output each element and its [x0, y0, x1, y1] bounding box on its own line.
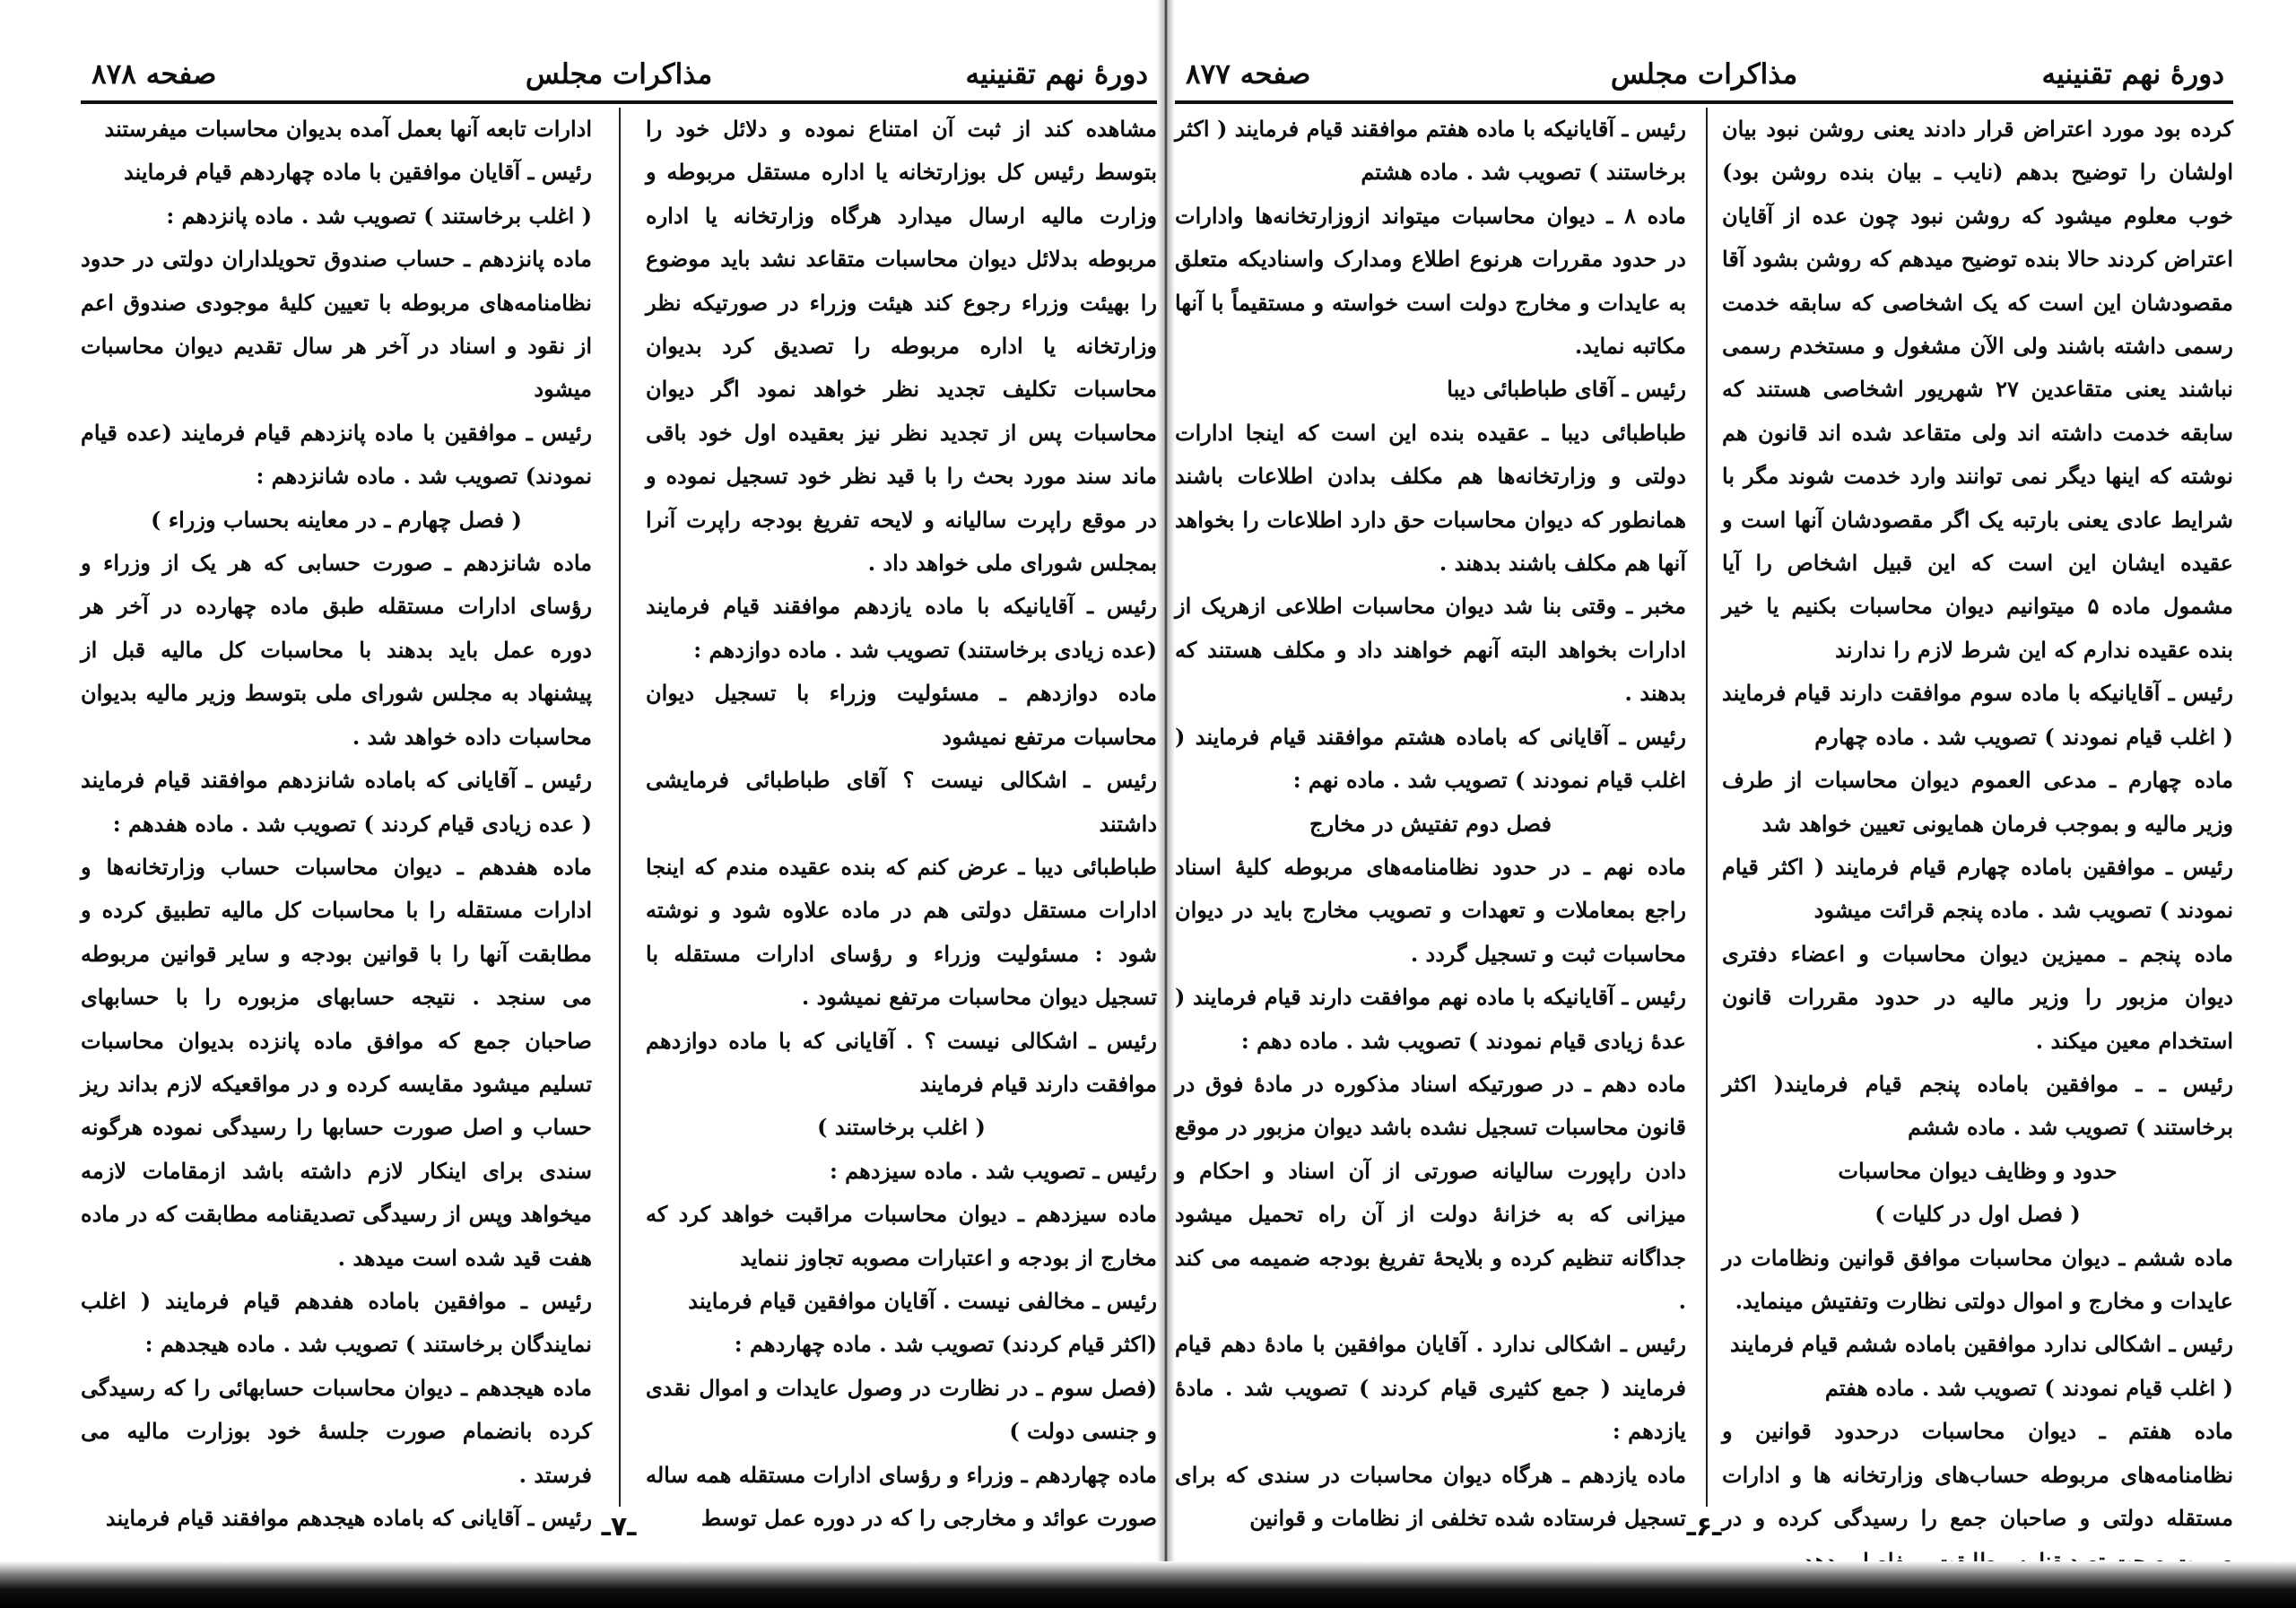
paragraph: ماده هفتم ـ دیوان محاسبات درحدود قوانین و نظامنامه‌های مربوطه حساب‌های وزارتخانه ها و ادارات مستقله دولتی و صاحبان جمع را رسیدگی کرده و در — [1722, 1418, 2233, 1531]
left-page — [81, 0, 1157, 1560]
column-divider — [619, 108, 621, 1507]
paragraph: مخبر ـ وقتی بنا شد دیوان محاسبات اطلاعی ازهریک از ادارات بخواهد البته آنهم خواهند داد و مکلف هستند که بدهند . — [1175, 593, 1686, 707]
paragraph: رئیس ـ مخالفی نیست . آقایان موافقین قیام فرمایند — [688, 1287, 1157, 1314]
header-title: مذاکرات مجلس — [525, 58, 713, 91]
paragraph: رئیس ـ آقایانیکه با ماده سوم موافقت دارند قیام فرمایند ( اغلب قیام نمودند ) تصویب شد . ماده چهارم — [1722, 680, 2233, 750]
paragraph: ماده ۸ ـ دیوان محاسبات میتواند ازوزارتخانه‌ها وادارات در حدود مقررات هرنوع اطلاع ومدارک واسنادیکه متعلق به عایدات و مخارج دولت است خواسته و مستقیماً با آنها مکاتبه نماید. — [1175, 202, 1686, 360]
paragraph: رئیس ـ موافقین باماده هفدهم قیام فرمایند ( اغلب نمایندگان برخاستند ) تصویب شد . ماده هیجدهم : — [81, 1287, 592, 1358]
header-title: مذاکرات مجلس — [1610, 58, 1798, 91]
page-header — [1175, 52, 2233, 97]
book-spine — [1157, 0, 1175, 1608]
paragraph: ماده سیزدهم ـ دیوان محاسبات مراقبت خواهد کرد که مخارج از بودجه و اعتبارات مصوبه تجاوز ننماید — [646, 1201, 1157, 1271]
paragraph: رئیس ـ آقایانیکه با ماده هفتم موافقند قیام فرمایند ( اکثر برخاستند ) تصویب شد . ماده هشتم — [1175, 116, 1686, 186]
header-rule — [1175, 100, 2233, 104]
paragraph: ماده شانزدهم ـ صورت حسابی که هر یک از وزراء و رؤسای ادارات مستقله طبق ماده چهارده در آخر هر دوره عمل باید بدهند با محاسبات کل مالیه قبل از پیشنهاد به مجلس شورای ملی بتوسط وزیر مالیه بدیوان محاسبات داده خواهد شد . — [81, 550, 592, 750]
paragraph: رئیس ـ موافقین با ماده پانزدهم قیام فرمایند (عده قیام نمودند) تصویب شد . ماده شانزدهم : — [81, 419, 592, 490]
section-heading: ( اغلب برخاستند ) — [817, 1114, 986, 1141]
page-number: ـ۷ـ — [601, 1511, 637, 1543]
text-column-left — [1175, 108, 1686, 1540]
paragraph: ماده هیجدهم ـ دیوان محاسبات حسابهائی را که رسیدگی کرده بانضمام صورت جلسهٔ خود بوزارت مالیه می فرستد . — [81, 1374, 592, 1488]
section-heading: ( فصل اول در کلیات ) — [1874, 1201, 2081, 1228]
paragraph: رئیس ـ آقایانی که باماده هیجدهم موافقند قیام فرمایند — [105, 1505, 592, 1531]
paragraph: ماده ششم ـ دیوان محاسبات موافق قوانین ونظامات در عایدات و مخارج و اموال دولتی نظارت وتفتیش مینماید. — [1722, 1244, 2233, 1314]
paragraph: (اکثر قیام کردند) تصویب شد . ماده چهاردهم : — [734, 1331, 1157, 1358]
section-heading: ( فصل چهارم ـ در معاینه بحساب وزراء ) — [151, 506, 522, 533]
paragraph: رئیس ـ موافقین باماده چهارم قیام فرمایند ( اکثر قیام نمودند ) تصویب شد . ماده پنجم قرائت میشود — [1722, 853, 2233, 924]
page-label: صفحه ۸۷۸ — [91, 58, 217, 91]
text-column-left — [81, 108, 592, 1540]
header-rule — [81, 100, 1157, 104]
paragraph: ماده نهم ـ در حدود نظامنامه‌های مربوطه کلیهٔ اسناد راجع بمعاملات و تعهدات و تصویب مخارج باید در دیوان محاسبات ثبت و تسجیل گردد . — [1175, 853, 1686, 967]
paragraph: رئیس ـ ـ موافقین باماده پنجم قیام فرمایند( اکثر برخاستند ) تصویب شد . ماده ششم — [1722, 1070, 2233, 1141]
paragraph: ماده یازدهم ـ هرگاه دیوان محاسبات در سندی که برای تسجیل فرستاده شده تخلفی از نظامات و قوانین — [1175, 1461, 1686, 1531]
paragraph: رئیس ـ آقایانیکه با ماده یازدهم موافقند قیام فرمایند (عده زیادی برخاستند) تصویب شد . ماده دوازدهم : — [646, 593, 1157, 663]
page-header — [81, 52, 1157, 97]
paragraph: طباطبائی دیبا ـ عقیده بنده این است که اینجا ادارات دولتی و وزارتخانه‌ها هم مکلف بدادن اطلاعات باشند همانطور که دیوان محاسبات حق دارد اطلاعات را بخواهد آنها هم مکلف باشند بدهند . — [1175, 419, 1686, 577]
paragraph: رئیس ـ اشکالی ندارد موافقین باماده ششم قیام فرمایند — [1729, 1331, 2233, 1358]
page-number: ـ۶ـ — [1686, 1511, 1722, 1543]
paragraph: ماده هفدهم ـ دیوان محاسبات حساب وزارتخانه‌ها و ادارات مستقله را با محاسبات کل مالیه تطبیق کرده و مطابقت آنها را با قوانین بودجه و سایر قوانین مربوطه می سنجد . نتیجه حسابهای مزبوره را با حسابهای صاحبان جمع که موافق ماده پانزده بدیوان محاسبات تسلیم میشود مقایسه کرده و در مواقعیکه لازم بداند ریز حساب و اصل صورت حسابها را رسیدگی نموده هرگونه سندی برای اینکار لازم داشته باشد ازمقامات لازمه میخواهد وپس از رسیدگی تصدیقنامه مطابقت که در ماده هفت قید شده است میدهد . — [81, 853, 592, 1271]
session-label: دورهٔ نهم تقنینیه — [2041, 58, 2224, 91]
section-heading: حدود و وظایف دیوان محاسبات — [1838, 1157, 2118, 1184]
paragraph: رئیس ـ آقایانی که باماده هشتم موافقند قیام فرمایند ( اغلب قیام نمودند ) تصویب شد . ماده نهم : — [1175, 723, 1686, 794]
text-column-right — [1722, 108, 2233, 1584]
paragraph: رئیس ـ آقایان موافقین با ماده چهاردهم قیام فرمایند — [124, 159, 592, 186]
column-divider — [1706, 108, 1708, 1507]
paragraph: طباطبائی دیبا ـ عرض کنم که بنده عقیده مندم که اینجا ادارات مستقل دولتی هم در ماده علاوه شود و نوشته شود : مسئولیت وزراء و رؤسای ادارات مستقله با تسجیل دیوان محاسبات مرتفع نمیشود . — [646, 853, 1157, 1011]
paragraph: ماده چهاردهم ـ وزراء و رؤسای ادارات مستقله همه ساله صورت عوائد و مخارجی را که در دوره عمل توسط — [646, 1461, 1157, 1531]
paragraph: رئیس ـ آقایانی که باماده شانزدهم موافقند قیام فرمایند ( عده زیادی قیام کردند ) تصویب شد . ماده هفدهم : — [81, 767, 592, 837]
paragraph: رئیس ـ اشکالی ندارد . آقایان موافقین با مادهٔ دهم قیام فرمایند ( جمع کثیری قیام کردند ) تصویب شد . مادهٔ یازدهم : — [1175, 1331, 1686, 1445]
right-page — [1175, 0, 2233, 1560]
section-heading: فصل دوم تفتیش در مخارج — [1309, 810, 1552, 837]
paragraph: ادارات تابعه آنها بعمل آمده بدیوان محاسبات میفرستند — [104, 116, 592, 142]
paragraph: رئیس ـ تصویب شد . ماده سیزدهم : — [829, 1157, 1157, 1184]
page-label: صفحه ۸۷۷ — [1186, 58, 1311, 91]
paragraph: کرده بود مورد اعتراض قرار دادند یعنی روشن نبود بیان اولشان را توضیح بدهم (نایب ـ بیان بنده روشن بود) خوب معلوم میشود که روشن نبود چون عده از آقایان اعتراض کردند حالا بنده توضیح میدهم که روشن بشود آقا مقصودشان این است که یک اشخاصی که سابقه خدمت رسمی داشته باشند ولی الآن مشغول و مستخدم رسمی نباشند یعنی متقاعدین ۲۷ شهریور اشخاصی هستند که سابقه خدمت داشته اند ولی متقاعد شده اند قانون هم نوشته که اینها دیگر نمی توانند وارد خدمت شوند مگر با شرایط عادی یعنی بارتبه یک اگر مقصودشان آنها است و عقیده ایشان این است که این قبیل اشخاص را آیا مشمول ماده ۵ میتوانیم دیوان محاسبات بکنیم یا خیر بنده عقیده ندارم که این شرط لازم را ندارند — [1722, 116, 2233, 663]
paragraph: رئیس ـ آقای طباطبائی دیبا — [1447, 376, 1686, 403]
paragraph: ماده دوازدهم ـ مسئولیت وزراء با تسجیل دیوان محاسبات مرتفع نمیشود — [646, 680, 1157, 750]
session-label: دورهٔ نهم تقنینیه — [965, 58, 1148, 91]
paragraph: ماده چهارم ـ مدعی العموم دیوان محاسبات از طرف وزیر مالیه و بموجب فرمان همایونی تعیین خواهد شد — [1722, 767, 2233, 837]
paragraph: رئیس ـ اشکالی نیست ؟ . آقایانی که با ماده دوازدهم موافقت دارند قیام فرمایند — [646, 1027, 1157, 1097]
paragraph: مشاهده کند از ثبت آن امتناع نموده و دلائل خود را بتوسط رئیس کل بوزارتخانه یا اداره مستقل مربوطه و وزارت مالیه ارسال میدارد هرگاه وزارتخانه یا اداره مربوطه بدلائل دیوان محاسبات متقاعد نشد باید موضوع را بهیئت وزراء رجوع کند هیئت وزراء در صورتیکه نظر وزارتخانه یا اداره مربوطه را تصدیق کرد بدیوان محاسبات تکلیف تجدید نظر خواهد نمود اگر دیوان محاسبات پس از تجدید نظر نیز بعقیده اول خود باقی ماند سند مورد بحث را با قید نظر خود تسجیل نموده و در موقع راپرت سالیانه و لایحه تفریغ بودجه راپرت آنرا بمجلس شورای ملی خواهد داد . — [646, 116, 1157, 577]
paragraph: ماده پنجم ـ ممیزین دیوان محاسبات و اعضاء دفتری دیوان مزبور را وزیر مالیه در حدود مقررات قانون استخدام معین میکند . — [1722, 940, 2233, 1054]
scan-bottom-edge — [0, 1561, 2296, 1608]
paragraph: رئیس ـ آقایانیکه با ماده نهم موافقت دارند قیام فرمایند ( عدهٔ زیادی قیام نمودند ) تصویب شد . ماده دهم : — [1175, 984, 1686, 1054]
paragraph: ( اغلب قیام نمودند ) تصویب شد . ماده هفتم — [1824, 1374, 2233, 1401]
paragraph: رئیس ـ اشکالی نیست ؟ آقای طباطبائی فرمایشی داشتند — [646, 767, 1157, 837]
paragraph: ماده پانزدهم ـ حساب صندوق تحویلداران دولتی در حدود نظامنامه‌های مربوطه با تعیین کلیهٔ موجودی صندوق اعم از نقود و اسناد در آخر هر سال تقدیم دیوان محاسبات میشود — [81, 246, 592, 403]
text-column-right — [646, 108, 1157, 1540]
paragraph: ماده دهم ـ در صورتیکه اسناد مذکوره در مادهٔ فوق در قانون محاسبات تسجیل نشده باشد دیوان مزبور در موقع دادن راپورت سالیانه صورتی از آن اسناد و احکام و میزانی که به خزانهٔ دولت از آن راه تحمیل میشود جداگانه تنظیم کرده و بلایحهٔ تفریغ بودجه ضمیمه می کند . — [1175, 1070, 1686, 1314]
paragraph: ( اغلب برخاستند ) تصویب شد . ماده پانزدهم : — [166, 202, 592, 229]
paragraph: (فصل سوم ـ در نظارت در وصول عایدات و اموال نقدی و جنسی دولت ) — [646, 1374, 1158, 1445]
